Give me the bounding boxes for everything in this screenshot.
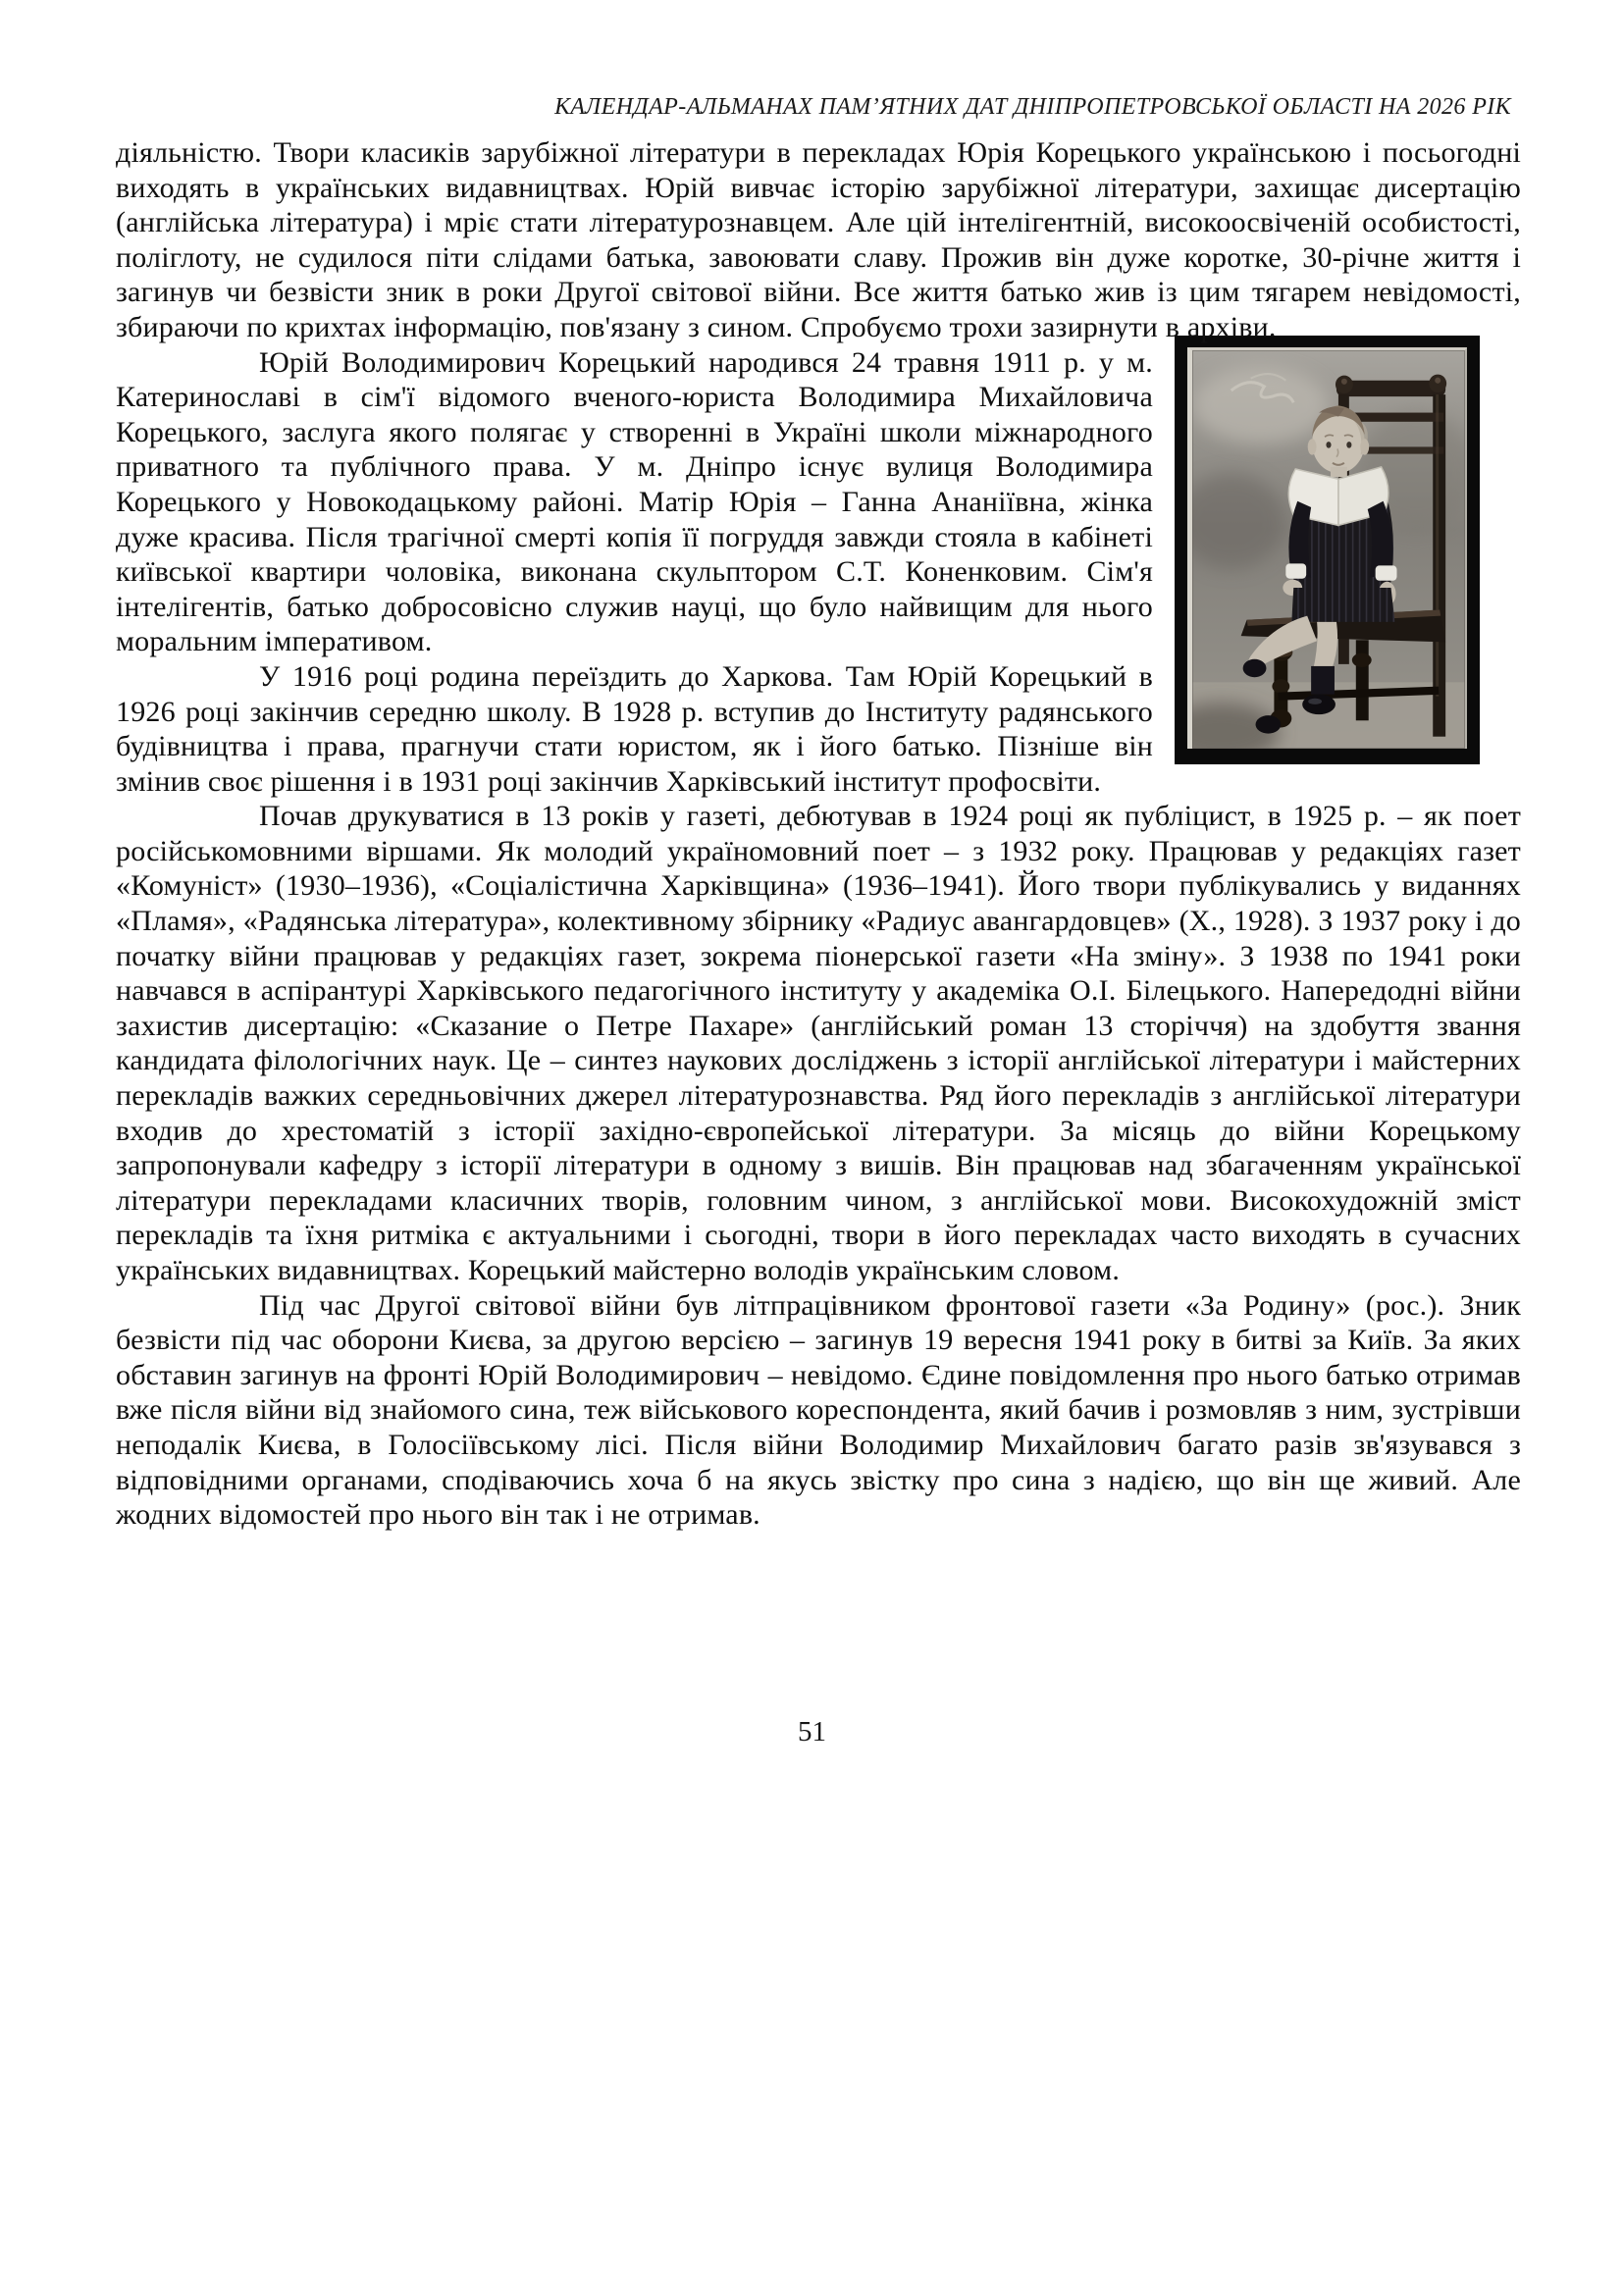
paragraph: діяльністю. Твори класиків зарубіжної літератури в перекладах Юрія Корецького українською і посьогодні виходять в українських видавництвах. Юрій вивчає історію зарубіжної літератури, захищає дисертацію (англійська література) і мріє стати літературознавцем. Але цій інтелігентній, високоосвіченій особистості, поліглоту, не судилося піти слідами батька, завоювати славу. Прожив він дуже коротке, 30-річне життя і загинув чи безвісти зник в роки Другої світової війни. Все життя батько жив із цим тягарем невідомості, збираючи по крихтах інформацію, пов'язану з сином. Спробуємо трохи зазирнути в архіви.: [116, 136, 1521, 343]
paragraph: У 1916 році родина переїздить до Харкова. Там Юрій Корецький в 1926 році закінчив середню школу. В 1928 р. вступив до Інституту радянського будівництва і права, прагнучи стати юристом, як і його батько. Пізніше він змінив своє рішення і в 1931 році закінчив Харківський інститут профосвіти.: [116, 659, 1153, 798]
article-body: [116, 135, 1521, 1533]
running-header: КАЛЕНДАР-АЛЬМАНАХ ПАМ’ЯТНИХ ДАТ ДНІПРОПЕТРОВСЬКОЇ ОБЛАСТІ НА 2026 РІК: [554, 94, 1511, 120]
paragraph: Почав друкуватися в 13 років у газеті, дебютував в 1924 році як публіцист, в 1925 р. – як поет російськомовними віршами. Як молодий україномовний поет – з 1932 року. Працював у редакціях газет «Комуніст» (1930–1936), «Соціалістична Харківщина» (1936–1941). Його твори публікувались у виданнях «Пламя», «Радянська література», колективному збірнику «Радиус авангардовцев» (Х., 1928). З 1937 року і до початку війни працював у редакціях газет, зокрема піонерської газети «На зміну». З 1938 по 1941 роки навчався в аспірантурі Харківського педагогічного інституту у академіка О.І. Білецького. Напередодні війни захистив дисертацію: «Сказание о Петре Пахаре» (англійський роман 13 сторіччя) на здобуття звання кандидата філологічних наук. Це – синтез наукових досліджень з історії англійської літератури і майстерних перекладів важких середньовічних джерел літературознавства. Ряд його перекладів з англійської літератури входив до хрестоматій з історії західно-європейської літератури. За місяць до війни Корецькому запропонували кафедру з історії літератури в одному з вишів. Він працював над збагаченням української літератури перекладами класичних творів, головним чином, з англійської мови. Високохудожній зміст перекладів та їхня ритміка є актуальними і сьогодні, твори в його перекладах часто виходять в сучасних українських видавництвах. Корецький майстерно володів українським словом.: [116, 800, 1521, 1286]
boy-portrait-illustration: [1192, 350, 1465, 749]
portrait-photo: [1175, 336, 1480, 764]
page-number: 51: [798, 1716, 826, 1747]
boy-portrait-photo: [1187, 347, 1467, 749]
paragraph: Під час Другої світової війни був літпрацівником фронтової газети «За Родину» (рос.). Зник безвісти під час оборони Києва, за другою версією – загинув 19 вересня 1941 року в битві за Київ. За яких обставин загинув на фронті Юрій Володимирович – невідомо. Єдине повідомлення про нього батько отримав вже після війни від знайомого сина, теж військового кореспондента, який бачив і розмовляв з ним, зустрівши неподалік Києва, в Голосіївському лісі. Після війни Володимир Михайлович багато разів зв'язувався з відповідними органами, сподіваючись хоча б на якусь звістку про сина з надією, що він ще живий. Але жодних відомостей про нього він так і не отримав.: [116, 1288, 1521, 1532]
paragraph: Юрій Володимирович Корецький народився 24 травня 1911 р. у м. Катеринославі в сім'ї відомого вченого-юриста Володимира Михайловича Корецького, заслуга якого полягає у створенні в Україні школи міжнародного приватного та публічного права. У м. Дніпро існує вулиця Володимира Корецького у Новокодацькому районі. Матір Юрія – Ганна Ананіївна, жінка дуже красива. Після трагічної смерті копія її погруддя завжди стояла в кабінеті київської квартири чоловіка, виконана скульптором С.Т. Коненковим. Сім'я інтелігентів, батько добросовісно служив науці, що було найвищим для нього моральним імперативом.: [116, 345, 1153, 658]
